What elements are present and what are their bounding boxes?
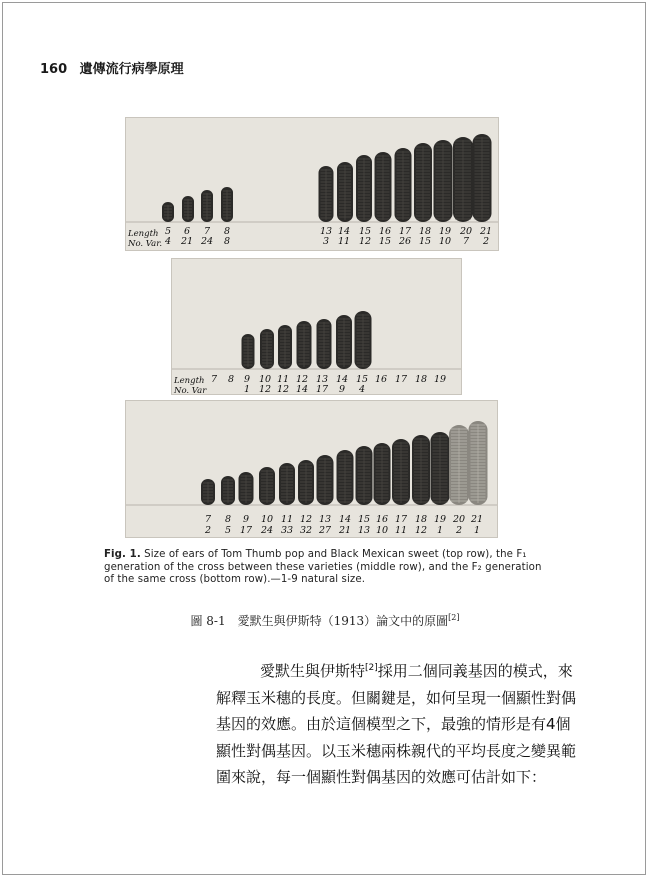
corn-ear bbox=[392, 439, 410, 505]
length-value: 6 bbox=[183, 226, 191, 237]
count-value: 11 bbox=[337, 236, 351, 247]
count-value: 33 bbox=[280, 525, 294, 536]
corn-ear bbox=[201, 190, 213, 222]
length-value: 10 bbox=[258, 374, 272, 385]
length-value: 5 bbox=[164, 226, 172, 237]
corn-ear bbox=[412, 435, 430, 505]
corn-ear bbox=[221, 476, 235, 505]
corn-ear bbox=[431, 432, 450, 505]
count-value: 1 bbox=[243, 384, 251, 395]
length-value: 18 bbox=[414, 514, 428, 525]
corn-ear bbox=[414, 143, 432, 222]
length-value: 19 bbox=[433, 374, 447, 385]
figure-title-text: 圖 8-1 愛默生與伊斯特（1913）論文中的原圖 bbox=[190, 614, 449, 628]
count-value: 21 bbox=[180, 236, 194, 247]
length-value: 9 bbox=[243, 374, 251, 385]
length-value: 13 bbox=[315, 374, 329, 385]
corn-ear bbox=[356, 155, 372, 222]
count-value: 5 bbox=[224, 525, 232, 536]
count-value: 1 bbox=[436, 525, 444, 536]
count-value: 26 bbox=[398, 236, 412, 247]
corn-ear bbox=[182, 196, 194, 222]
count-value: 7 bbox=[462, 236, 470, 247]
length-value: 15 bbox=[355, 374, 369, 385]
count-value: 3 bbox=[322, 236, 330, 247]
length-value: 13 bbox=[318, 514, 332, 525]
length-value: 7 bbox=[210, 374, 218, 385]
corn-ear bbox=[355, 311, 372, 369]
para-rest: 採用二個同義基因的模式，來解釋玉米穗的長度。但關鍵是，如何呈現一個顯性對偶基因的效應。由於這個模型之下，最強的情形是有4個顯性對偶基因。以玉米穗兩株親代的平均長度之變異範圍來說，每一個顯性對偶基因的效應可估計如下： bbox=[216, 662, 577, 786]
length-value: 14 bbox=[335, 374, 349, 385]
corn-ear bbox=[297, 321, 312, 369]
length-value: 16 bbox=[375, 514, 389, 525]
length-value: 12 bbox=[299, 514, 313, 525]
figure-photo-middle-row bbox=[171, 258, 462, 395]
running-header bbox=[40, 58, 184, 77]
count-value: 2 bbox=[455, 525, 463, 536]
count-value: 10 bbox=[375, 525, 389, 536]
corn-ear bbox=[242, 334, 255, 369]
corn-ear bbox=[356, 446, 373, 505]
caption-label: Fig. 1. bbox=[104, 549, 141, 560]
length-value: 21 bbox=[470, 514, 484, 525]
length-value: 8 bbox=[227, 374, 235, 385]
length-value: 8 bbox=[223, 226, 231, 237]
corn-ear bbox=[375, 152, 392, 222]
count-value: 1 bbox=[473, 525, 481, 536]
count-value: 12 bbox=[276, 384, 290, 395]
length-value: 19 bbox=[438, 226, 452, 237]
length-value: 10 bbox=[260, 514, 274, 525]
corn-ear bbox=[453, 137, 473, 222]
count-value: 12 bbox=[414, 525, 428, 536]
count-value: 17 bbox=[315, 384, 329, 395]
corn-ear bbox=[319, 166, 334, 222]
length-value: 8 bbox=[224, 514, 232, 525]
corn-ear bbox=[317, 319, 332, 369]
length-value: 14 bbox=[337, 226, 351, 237]
para-start: 愛默生與伊斯特 bbox=[260, 662, 366, 680]
length-value: 20 bbox=[452, 514, 466, 525]
length-value: 9 bbox=[242, 514, 250, 525]
figure-title bbox=[0, 612, 650, 629]
length-value: 14 bbox=[338, 514, 352, 525]
novar-label: No. Var bbox=[174, 386, 207, 395]
corn-ear bbox=[278, 325, 292, 369]
count-value: 24 bbox=[200, 236, 214, 247]
length-value: 16 bbox=[378, 226, 392, 237]
length-value: 17 bbox=[394, 374, 408, 385]
count-value: 2 bbox=[204, 525, 212, 536]
length-value: 18 bbox=[418, 226, 432, 237]
length-value: 11 bbox=[276, 374, 290, 385]
count-value: 13 bbox=[357, 525, 371, 536]
corn-ear bbox=[162, 202, 174, 222]
length-value: 13 bbox=[319, 226, 333, 237]
length-value: 15 bbox=[357, 514, 371, 525]
length-value: 15 bbox=[358, 226, 372, 237]
length-value: 20 bbox=[459, 226, 473, 237]
count-value: 12 bbox=[358, 236, 372, 247]
corn-ear bbox=[374, 443, 391, 505]
corn-ear bbox=[259, 467, 275, 505]
count-value: 27 bbox=[318, 525, 332, 536]
corn-ear bbox=[449, 425, 469, 505]
corn-ear bbox=[260, 329, 274, 369]
length-value: 7 bbox=[203, 226, 211, 237]
length-value: 12 bbox=[295, 374, 309, 385]
figure-title-ref: [2] bbox=[448, 613, 460, 622]
count-value: 32 bbox=[299, 525, 313, 536]
length-value: 7 bbox=[204, 514, 212, 525]
figure-photo-top-row bbox=[125, 117, 499, 251]
count-value: 10 bbox=[438, 236, 452, 247]
length-value: 17 bbox=[398, 226, 412, 237]
page-number: 160 bbox=[40, 62, 68, 77]
count-value: 11 bbox=[394, 525, 408, 536]
corn-ear bbox=[298, 460, 314, 505]
corn-ear bbox=[201, 479, 215, 505]
book-title: 遺傳流行病學原理 bbox=[79, 62, 184, 77]
corn-ear bbox=[239, 472, 254, 505]
count-value: 9 bbox=[338, 384, 346, 395]
length-label: Length bbox=[174, 376, 205, 386]
count-value: 15 bbox=[418, 236, 432, 247]
count-value: 15 bbox=[378, 236, 392, 247]
length-value: 16 bbox=[374, 374, 388, 385]
count-value: 4 bbox=[358, 384, 366, 395]
count-value: 4 bbox=[164, 236, 172, 247]
count-value: 14 bbox=[295, 384, 309, 395]
count-value: 17 bbox=[239, 525, 253, 536]
length-value: 11 bbox=[280, 514, 294, 525]
corn-ear bbox=[221, 187, 233, 222]
length-value: 17 bbox=[394, 514, 408, 525]
figure-photo-bottom-row bbox=[125, 400, 498, 538]
count-value: 2 bbox=[482, 236, 490, 247]
corn-ear bbox=[469, 421, 488, 505]
corn-ear bbox=[279, 463, 295, 505]
citation-ref: [2] bbox=[365, 663, 378, 673]
count-value: 21 bbox=[338, 525, 352, 536]
corn-ear bbox=[473, 134, 492, 222]
corn-ear bbox=[395, 148, 412, 222]
corn-ear bbox=[317, 455, 334, 505]
length-value: 19 bbox=[433, 514, 447, 525]
corn-ear bbox=[434, 140, 453, 222]
length-value: 21 bbox=[479, 226, 493, 237]
caption-text: Size of ears of Tom Thumb pop and Black Mexican sweet (top row), the F₁ generation of the cross between these varieties (middle row), and the F₂ generation of the same cross (bottom row).—1-9 natural size. bbox=[104, 549, 542, 586]
length-value: 18 bbox=[414, 374, 428, 385]
count-value: 12 bbox=[258, 384, 272, 395]
corn-ear bbox=[336, 315, 352, 369]
count-value: 8 bbox=[223, 236, 231, 247]
length-label: Length bbox=[128, 229, 159, 239]
novar-label: No. Var. bbox=[128, 239, 163, 249]
count-value: 24 bbox=[260, 525, 274, 536]
corn-ear bbox=[337, 162, 353, 222]
corn-ear bbox=[337, 450, 354, 505]
figure-caption bbox=[104, 549, 544, 587]
body-paragraph bbox=[216, 655, 576, 791]
